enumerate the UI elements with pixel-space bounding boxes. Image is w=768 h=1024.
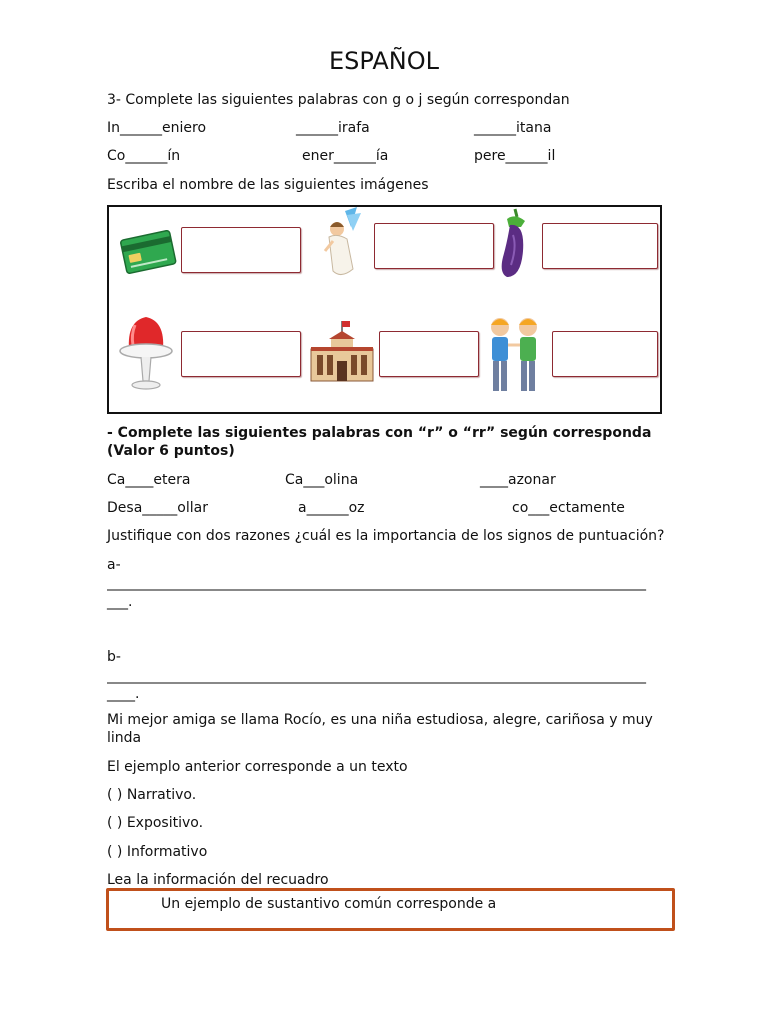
recuadro-instruction: Lea la información del recuadro xyxy=(107,872,329,888)
option-expositivo[interactable]: ( ) Expositivo. xyxy=(107,815,204,831)
answer-box-1[interactable] xyxy=(181,227,301,273)
word-blank: Ca____etera xyxy=(107,472,191,488)
word-blank: In______eniero xyxy=(107,120,207,136)
answer-box-5[interactable] xyxy=(379,331,479,377)
info-box-text: Un ejemplo de sustantivo común corresponde a xyxy=(161,896,497,912)
credit-card-icon xyxy=(119,221,177,281)
word-blank: Ca___olina xyxy=(285,472,359,488)
page-title: ESPAÑOL xyxy=(329,47,439,75)
option-narrativo[interactable]: ( ) Narrativo. xyxy=(107,787,197,803)
example-sentence: Mi mejor amiga se llama Rocío, es una niña estudiosa, alegre, cariñosa y muy linda xyxy=(107,712,653,746)
option-informativo[interactable]: ( ) Informativo xyxy=(107,844,208,860)
jelly-icon xyxy=(117,311,175,395)
word-blank: a______oz xyxy=(298,500,365,516)
angel-icon xyxy=(321,207,365,285)
justify-question: Justifique con dos razones ¿cuál es la importancia de los signos de puntuación? xyxy=(107,528,665,544)
word-blank: ener______ía xyxy=(302,148,389,164)
answer-box-3[interactable] xyxy=(542,223,658,269)
images-instruction: Escriba el nombre de las siguientes imágenes xyxy=(107,177,429,193)
answer-a-end: ___. xyxy=(107,594,133,610)
answer-box-4[interactable] xyxy=(181,331,301,377)
twin-boys-icon xyxy=(483,311,545,397)
section-r-instruction: - Complete las siguientes palabras con “r” o “rr” según corresponda (Valor 6 puntos) xyxy=(107,425,652,459)
word-blank: Desa_____ollar xyxy=(107,500,208,516)
answer-b-label: b- xyxy=(107,649,121,665)
word-blank: co___ectamente xyxy=(512,500,625,516)
answer-b-line[interactable]: _____________________________________________________________________________ xyxy=(107,668,646,684)
word-blank: Co______ín xyxy=(107,148,181,164)
section3-instruction: 3- Complete las siguientes palabras con g o j según correspondan xyxy=(107,92,570,108)
word-blank: ______itana xyxy=(474,120,552,136)
answer-b-end: ____. xyxy=(107,686,140,702)
answer-a-label: a- xyxy=(107,557,121,573)
school-building-icon xyxy=(309,319,375,385)
info-box xyxy=(106,888,675,931)
word-blank: ______irafa xyxy=(296,120,370,136)
images-exercise-box xyxy=(107,205,662,414)
answer-box-2[interactable] xyxy=(374,223,494,269)
answer-a-line[interactable]: _____________________________________________________________________________ xyxy=(107,575,646,591)
eggplant-icon xyxy=(497,207,533,281)
answer-box-6[interactable] xyxy=(552,331,658,377)
word-blank: pere______il xyxy=(474,148,556,164)
word-blank: ____azonar xyxy=(480,472,556,488)
text-type-question: El ejemplo anterior corresponde a un texto xyxy=(107,759,408,775)
